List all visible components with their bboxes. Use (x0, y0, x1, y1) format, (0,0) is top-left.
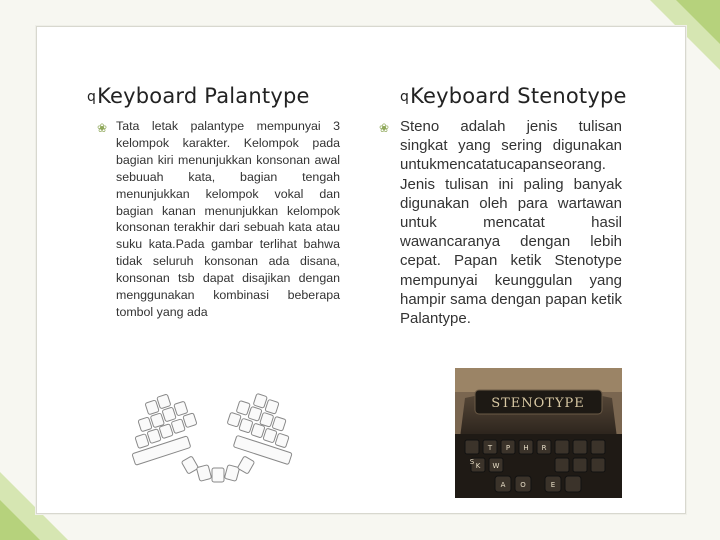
steno-key-label: R (541, 444, 547, 452)
steno-key-label: K (475, 462, 481, 470)
stenotype-heading (400, 84, 627, 108)
bullet-icon: ❀ (379, 121, 390, 135)
stenotype-machine-label: STENOTYPE (491, 396, 585, 411)
palantype-heading (87, 84, 310, 108)
steno-key-label: H (523, 444, 529, 452)
stenotype-heading-text: Keyboard Stenotype (410, 84, 627, 108)
heading-marker-icon: q (87, 89, 97, 105)
steno-key-label: S (469, 458, 475, 466)
palantype-description: Tata letak palantype mempunyai 3 kelompok karakter. Kelompok pada bagian kiri menunjukkan konsonan awal sebuuah kata, bagian tengah menunjukkan kelompok vokal dan bagian kanan menunjukkan kelompok konsonan terakhir dari sebuah kata atau suku kata.Pada gambar terlihat bahwa tidak seluruh konsonan ada disana, konsonan tsb dapat disajikan dengan menggunakan kombinasi beberapa tombol yang ada (116, 119, 340, 319)
stenotype-description: Steno adalah jenis tulisan singkat yang sering digunakan untukmencatatucapanseorang. Jenis tulisan ini paling banyak digunakan oleh para wartawan untuk mencatat hasil wawancaranya dengan lebih cepat. Papan ketik Stenotype mempunyai keunggulan yang hampir sama dengan papan ketik Palantype. (400, 118, 622, 328)
steno-key-label: E (550, 481, 556, 489)
steno-key-label: W (492, 462, 500, 470)
heading-marker-icon: q (400, 89, 410, 105)
bullet-icon: ❀ (97, 121, 108, 135)
palantype-keyboard-layout-image (122, 386, 304, 498)
steno-key-label: T (487, 444, 493, 452)
steno-key-label: A (500, 481, 506, 489)
steno-key-label: O (520, 481, 526, 489)
steno-key-label: P (505, 444, 511, 452)
corner-decoration-bottom-left-inner (0, 500, 40, 540)
palantype-heading-text: Keyboard Palantype (97, 84, 310, 108)
stenotype-machine-photo (455, 368, 622, 498)
